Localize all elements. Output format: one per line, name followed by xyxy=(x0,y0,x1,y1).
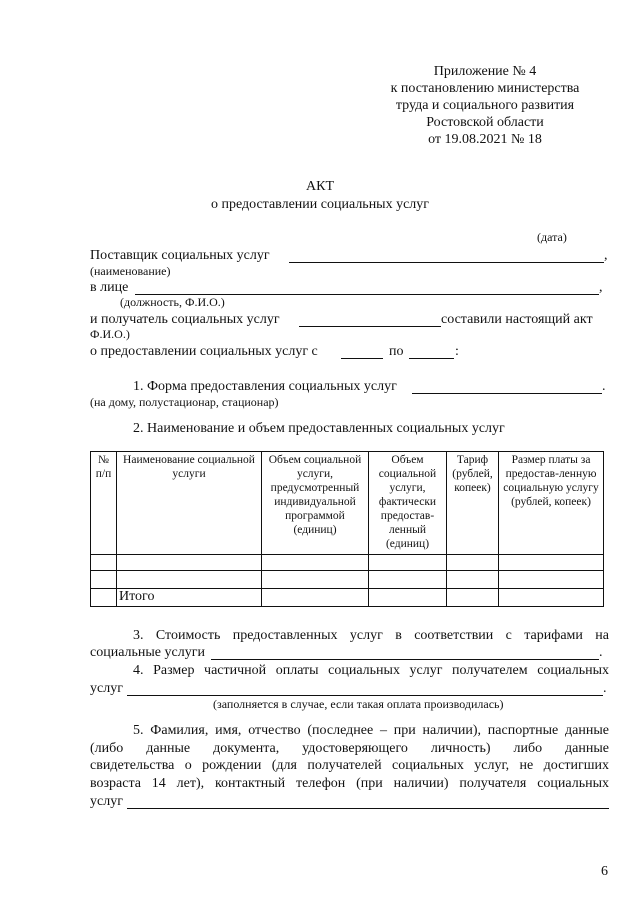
fio-hint: Ф.И.О.) xyxy=(90,327,130,341)
col-header-planned-volume: Объем социальной услуги, предусмотренный индивидуальной программой (единиц) xyxy=(262,452,369,555)
table-cell[interactable] xyxy=(117,571,262,589)
name-hint: (наименование) xyxy=(90,264,171,278)
table-header-row xyxy=(91,452,604,555)
section3-line1: 3. Стоимость предоставленных услуг в соответствии с тарифами на xyxy=(133,628,609,643)
table-cell[interactable] xyxy=(262,571,369,589)
date-hint: (дата) xyxy=(537,230,567,244)
provider-label: Поставщик социальных услуг xyxy=(90,248,270,263)
section2-text: 2. Наименование и объем предоставленных социальных услуг xyxy=(133,421,505,436)
recipient-label: и получатель социальных услуг xyxy=(90,312,280,327)
table-cell[interactable] xyxy=(91,555,117,571)
appendix-line-5: от 19.08.2021 № 18 xyxy=(428,132,542,147)
col-header-service-name: Наименование социальной услуги xyxy=(117,452,262,555)
total-label: Итого xyxy=(117,589,262,607)
table-total-row xyxy=(91,589,604,607)
table-cell[interactable] xyxy=(447,589,499,607)
appendix-block xyxy=(360,63,610,148)
section1-text: 1. Форма предоставления социальных услуг xyxy=(133,379,397,394)
table-cell[interactable] xyxy=(369,571,447,589)
table-row xyxy=(91,555,604,571)
person-label: в лице xyxy=(90,280,129,295)
section5-line2: (либо данные документа, удостоверяющего личность) либо данные xyxy=(90,741,609,756)
services-table xyxy=(90,451,604,607)
col-header-actual-volume: Объем социальной услуги, фактически предостав-ленный (единиц) xyxy=(369,452,447,555)
recipient-blank[interactable] xyxy=(299,326,441,327)
period-colon: : xyxy=(455,344,459,359)
position-hint: (должность, Ф.И.О.) xyxy=(120,295,225,309)
section1-dot: . xyxy=(602,379,606,394)
section5-blank[interactable] xyxy=(127,808,609,809)
table-cell[interactable] xyxy=(262,589,369,607)
col-header-number: № п/п xyxy=(91,452,117,555)
period-label: о предоставлении социальных услуг с xyxy=(90,344,318,359)
table-cell[interactable] xyxy=(91,571,117,589)
section3-blank[interactable] xyxy=(211,659,599,660)
appendix-line-2: к постановлению министерства xyxy=(390,81,580,96)
document-subtitle: о предоставлении социальных услуг xyxy=(210,197,430,212)
section4-hint: (заполняется в случае, если такая оплата производилась) xyxy=(213,697,504,711)
table-cell[interactable] xyxy=(447,555,499,571)
provider-comma: , xyxy=(604,248,608,263)
section3-line2: социальные услуги xyxy=(90,645,205,660)
period-to-blank[interactable] xyxy=(409,358,454,359)
section4-blank[interactable] xyxy=(127,695,603,696)
table-cell[interactable] xyxy=(117,555,262,571)
table-cell[interactable] xyxy=(262,555,369,571)
document-title: АКТ xyxy=(306,179,334,194)
page-number: 6 xyxy=(601,864,608,879)
col-header-fee: Размер платы за предостав-ленную социальную услугу (рублей, копеек) xyxy=(499,452,604,555)
table-cell[interactable] xyxy=(499,571,604,589)
section5-line5: услуг xyxy=(90,794,123,809)
person-comma: , xyxy=(599,280,603,295)
appendix-line-1: Приложение № 4 xyxy=(433,64,537,79)
recipient-tail: составили настоящий акт xyxy=(441,312,593,327)
table-row xyxy=(91,571,604,589)
table-cell[interactable] xyxy=(91,589,117,607)
section5-line1: 5. Фамилия, имя, отчество (последнее – при наличии), паспортные данные xyxy=(133,723,609,738)
appendix-line-4: Ростовской области xyxy=(426,115,544,130)
table-cell[interactable] xyxy=(499,589,604,607)
table-cell[interactable] xyxy=(499,555,604,571)
provider-blank[interactable] xyxy=(289,262,604,263)
section5-line4: возраста 14 лет), контактный телефон (при наличии) получателя социальных xyxy=(90,776,609,791)
appendix-line-3: труда и социального развития xyxy=(395,98,575,113)
section1-hint: (на дому, полустационар, стационар) xyxy=(90,395,279,409)
table-cell[interactable] xyxy=(369,589,447,607)
col-header-tariff: Тариф (рублей, копеек) xyxy=(447,452,499,555)
section3-dot: . xyxy=(599,645,603,660)
section4-line2: услуг xyxy=(90,681,123,696)
period-from-blank[interactable] xyxy=(341,358,383,359)
table-cell[interactable] xyxy=(447,571,499,589)
table-cell[interactable] xyxy=(369,555,447,571)
section5-line3: свидетельства о рождении (для получателей социальных услуг, не достигших xyxy=(90,758,609,773)
section4-dot: . xyxy=(603,681,607,696)
section1-blank[interactable] xyxy=(412,393,602,394)
period-to-label: по xyxy=(389,344,404,359)
section4-line1: 4. Размер частичной оплаты социальных услуг получателем социальных xyxy=(133,663,609,678)
